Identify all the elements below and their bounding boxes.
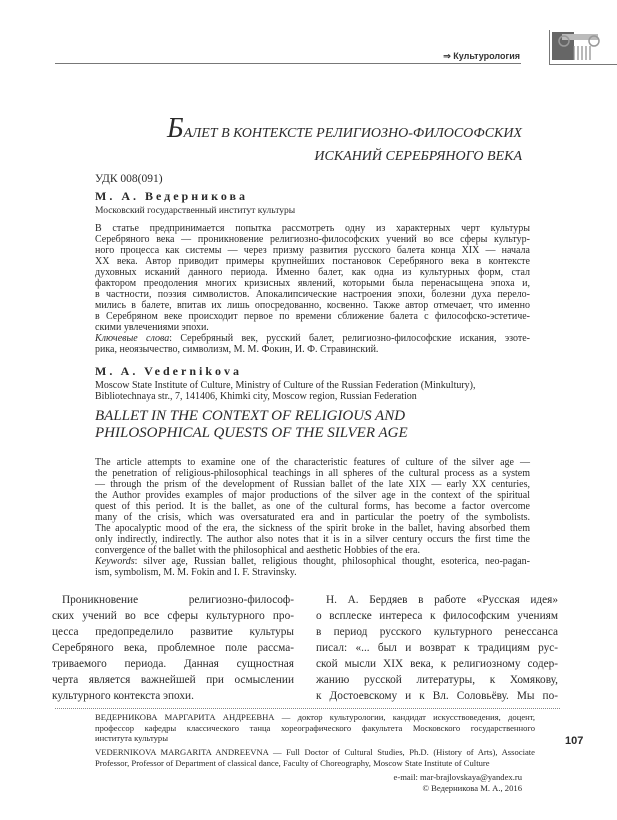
text-line: В статье предпринимается попытка рассмотреть одну из характерных черт культуры [95, 223, 530, 234]
page-number: 107 [565, 735, 584, 747]
text-line: BALLET IN THE CONTEXT OF RELIGIOUS AND [95, 408, 406, 424]
keywords-line [95, 556, 530, 567]
text-line: only indirectly, indirectly. The author also notes that it is in a silver century occurs the first time the [95, 534, 530, 545]
article-title-ru-line2: ИСКАНИЙ СЕРЕБРЯНОГО ВЕКА [314, 149, 522, 164]
text-line: жанию русской литературы, к Хомякову, [316, 674, 558, 686]
text-line: VEDERNIKOVA MARGARITA ANDREEVNA — Full Doctor of Cultural Studies, Ph.D. (History of Arts), Associate [95, 747, 535, 757]
title-line: АЛЕТ В КОНТЕКСТЕ РЕЛИГИОЗНО-ФИЛОСОФСКИХ [183, 126, 522, 141]
abstract-ru [95, 223, 530, 355]
text-line: The article attempts to examine one of the characteristic features of culture of the silver age — [95, 457, 530, 468]
copyright: © Ведерникова М. А., 2016 [422, 783, 522, 793]
text-line: в частности, поэзия символистов. Апокалипсические настроения эпохи, болезни духа перело- [95, 289, 530, 300]
title-initial: Б [166, 113, 184, 144]
text-line: профессор кафедры классического танца хореографического факультета Московского государственного [95, 722, 535, 733]
affiliation-en [95, 380, 522, 402]
text-line: духовных исканий данного периода. Именно балет, как одна из культурных форм, стал [95, 267, 530, 278]
text-line: в период русского культурного ренессанса [316, 626, 558, 638]
header-rule [55, 63, 521, 64]
author-email: e-mail: mar-brajlovskaya@yandex.ru [393, 772, 522, 782]
text-line: мились в балете, впитав их лишь опосредованно, косвенно. Также автор отмечает, что именно [95, 300, 530, 311]
author-en: M. A. Vedernikova [95, 364, 243, 378]
author-ru: М. А. Ведерникова [95, 189, 248, 203]
text-line: триваемого периода. Данная сущностная [52, 658, 294, 670]
keywords-text: ism, symbolism, M. M. Fokin and I. F. Stravinsky. [95, 567, 297, 578]
text-line: института культуры [95, 733, 168, 743]
author-info-en [95, 747, 535, 768]
text-line: The apocalyptic mood of the era, the sickness of the spirit broke in the ballet, having absorbed them [95, 523, 530, 534]
keywords-line [95, 344, 530, 355]
text-line: many of the crisis, which was oversaturated era and in particular the poetry of the symbolists. [95, 512, 530, 523]
text-line: к Достоевскому и к Вл. Соловьёву. Мы по- [316, 690, 558, 702]
keywords-label: Ключевые слова [95, 333, 170, 344]
text-line: черта является важнейшей при осмыслении [52, 674, 294, 686]
text-line: the Author provides examples of major productions of the silver age in the context of the spiritual [95, 490, 530, 501]
text-line: ской мысли XIX века, к религиозному содер- [316, 658, 558, 670]
article-title-ru [100, 114, 522, 149]
keywords-label: Keywords [95, 556, 135, 567]
ionic-column-logo-icon [552, 32, 600, 60]
text-line: ВЕДЕРНИКОВА МАРГАРИТА АНДРЕЕВНА — доктор культурологии, кандидат искусствоведения, доцент, [95, 712, 535, 722]
text-line: Professor, Professor of Department of classical dance, Faculty of Choreography, Moscow State Institute of Culture [95, 757, 490, 768]
text-line: XX века. Автор приводит примеры крупнейших постановок Серебряного века в контексте [95, 256, 530, 267]
keywords-text: рика, неоязычество, символизм, М. М. Фокин, И. Ф. Стравинский. [95, 344, 379, 355]
article-title-en [95, 408, 522, 442]
text-line: Bibliotechnaya str., 7, 141406, Khimki city, Moscow region, Russian Federation [95, 391, 417, 402]
text-line: цесса предопределило развитие культуры [52, 626, 294, 638]
text-line: Moscow State Institute of Culture, Ministry of Culture of the Russian Federation (Minkultury), [95, 380, 476, 391]
author-info-ru [95, 712, 535, 744]
keywords-text: : Серебряный век, русский балет, религиозно-философские искания, эзоте- [169, 333, 531, 344]
text-line: quest of this period. It is the ballet, as one of the cultural forms, has become a factor overcome [95, 501, 530, 512]
text-line: PHILOSOPHICAL QUESTS OF THE SILVER AGE [95, 425, 408, 441]
text-line: ских учений во все сферы культурного про- [52, 610, 294, 622]
text-line: о всплеске интереса к философским учениям [316, 610, 558, 622]
udk-code: УДК 008(091) [95, 173, 163, 185]
contact-block [95, 772, 522, 794]
body-column-right [316, 592, 558, 704]
text-line: Проникновение религиозно-философ- [62, 594, 294, 606]
text-line: писал: «... был и возврат к традициям рус- [316, 642, 558, 654]
text-line: в Серебряном веке происходит первое по времени сближение балета с философско-эстетиче- [95, 311, 530, 322]
text-line: культурного контекста эпохи. [52, 690, 194, 702]
text-line: скими увлечениями эпохи. [95, 322, 209, 333]
affiliation-ru: Московский государственный институт культуры [95, 206, 296, 216]
text-line: — through the prism of the development of Russian ballet of the late XIX — early XX centuries, [95, 479, 530, 490]
text-line: the penetration of religious-philosophical teachings in all spheres of the cultural process as a system [95, 468, 530, 479]
body-column-left [52, 592, 294, 704]
keywords-text: : silver age, Russian ballet, religious thought, philosophical thought, esoterica, neo-pagan- [134, 556, 530, 567]
text-line: Серебряного века, проблемное поле рассма- [52, 642, 294, 654]
text-line: Н. А. Бердяев в работе «Русская идея» [326, 594, 558, 606]
text-line: ного процесса как системы — через призму развития русского балета конца XIX — начала [95, 245, 530, 256]
text-line: convergence of the ballet with the philosophical and aesthetic Hobbies of the era. [95, 545, 420, 556]
abstract-en [95, 457, 530, 578]
section-label: ⇒ Культурология [443, 51, 520, 61]
footnote-separator [55, 708, 560, 709]
keywords-line [95, 567, 530, 578]
text-line: фактором преодоления многих кризисных явлений, которыми была перенасыщена эпоха и, [95, 278, 530, 289]
keywords-line [95, 333, 530, 344]
text-line: Серебряного века — проникновение религиозно-философских учений во все сферы культур- [95, 234, 530, 245]
